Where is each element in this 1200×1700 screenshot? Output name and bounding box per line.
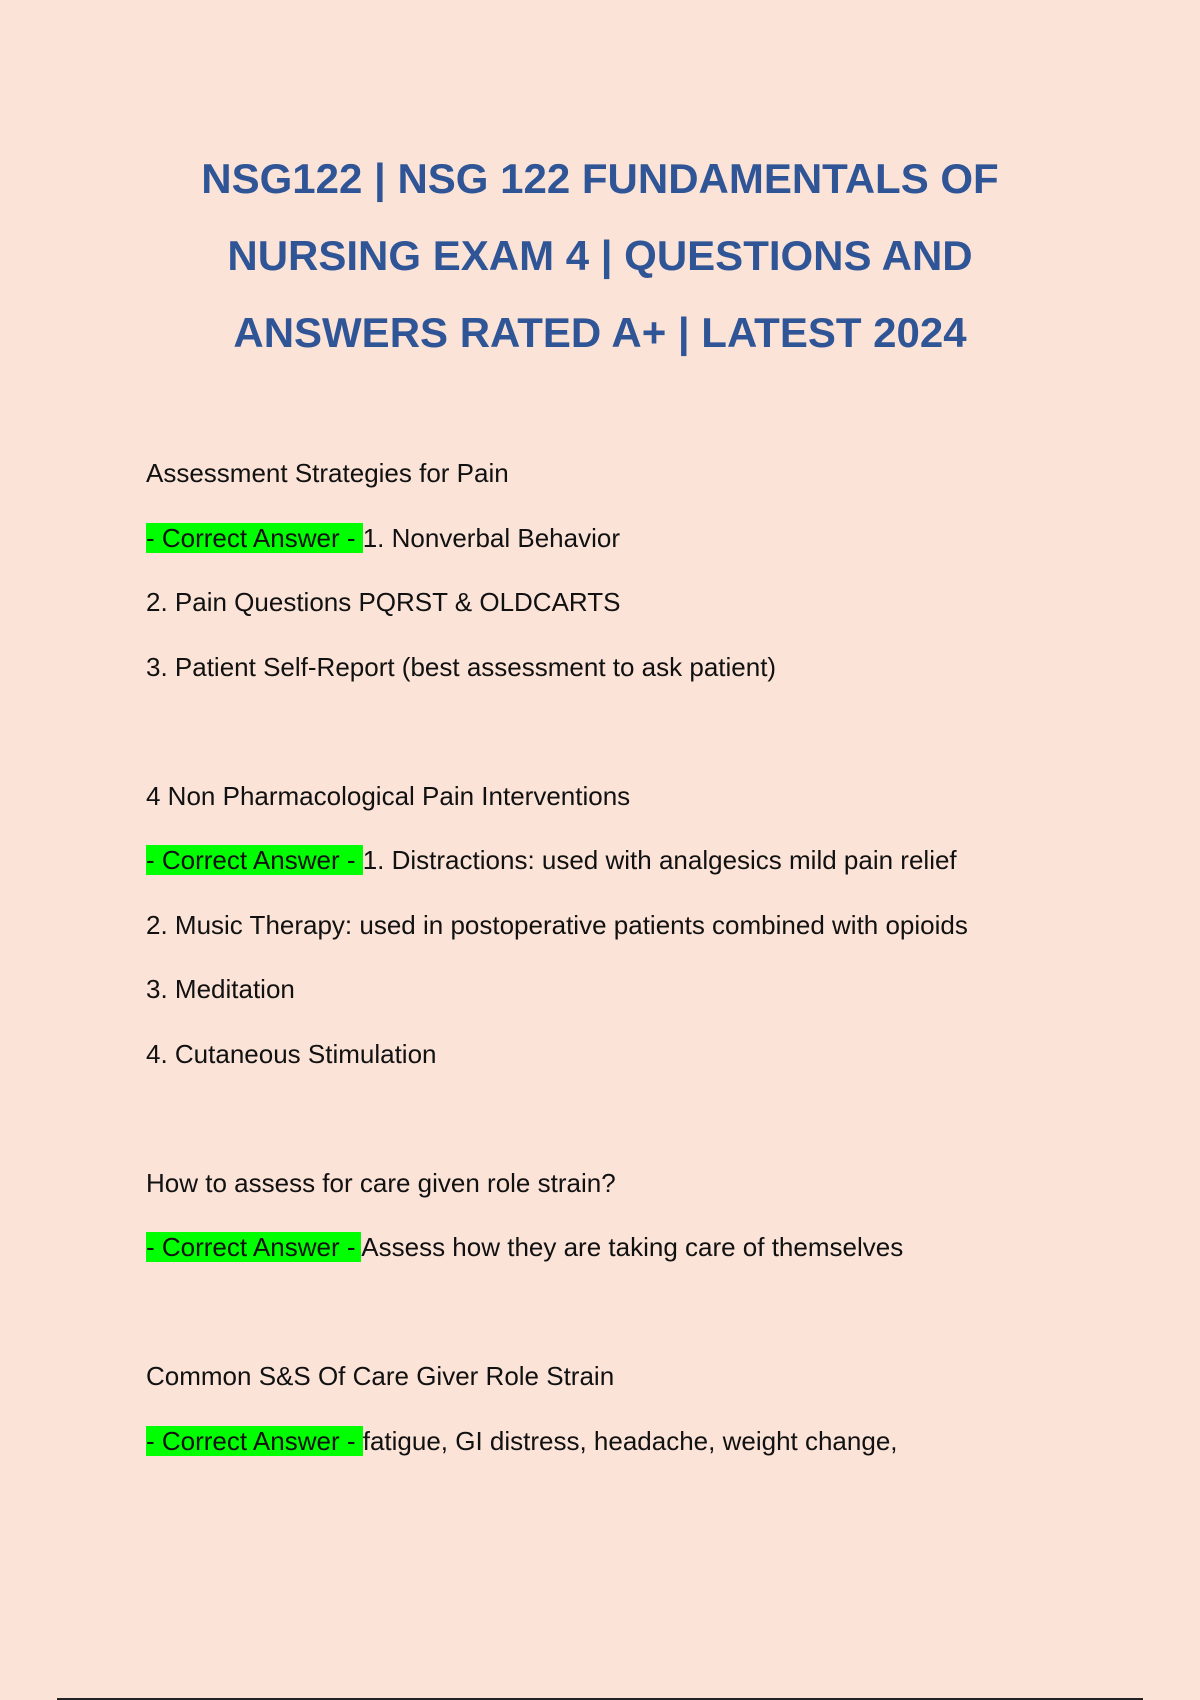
answer-text: 3. Patient Self-Report (best assessment to ask patient): [146, 651, 777, 682]
answer-text: 4. Cutaneous Stimulation: [146, 1038, 437, 1069]
answer-line: [146, 520, 1146, 585]
answer-text: 2. Music Therapy: used in postoperative patients combined with opioids: [146, 909, 968, 940]
question-text: 4 Non Pharmacological Pain Interventions: [146, 780, 631, 811]
title-line: ANSWERS RATED A+ | LATEST 2024: [233, 309, 967, 356]
page-title: [0, 140, 1200, 371]
question-text: How to assess for care given role strain?: [146, 1167, 616, 1198]
spacer: [146, 1100, 1146, 1165]
question-text: Assessment Strategies for Pain: [146, 458, 509, 488]
correct-answer-marker: - Correct Answer -: [146, 845, 363, 875]
correct-answer-marker: - Correct Answer -: [146, 522, 363, 553]
question-text: Common S&S Of Care Giver Role Strain: [146, 1361, 615, 1391]
spacer: [146, 713, 1146, 778]
answer-text: 2. Pain Questions PQRST & OLDCARTS: [146, 587, 621, 617]
spacer: [146, 1294, 1146, 1359]
answer-text: 3. Meditation: [146, 974, 295, 1004]
correct-answer-marker: - Correct Answer -: [146, 1232, 362, 1262]
answer-text: Assess how they are taking care of themselves: [361, 1232, 904, 1262]
answer-line: [146, 842, 1146, 907]
title-line: NURSING EXAM 4 | QUESTIONS AND: [227, 232, 973, 279]
correct-answer-marker: - Correct Answer -: [146, 1425, 363, 1456]
qa-list: [146, 455, 1146, 1487]
answer-line: [146, 1229, 1146, 1294]
answer-line: [146, 1423, 1146, 1488]
answer-text: 1. Distractions: used with analgesics mild pain relief: [362, 845, 957, 875]
answer-text: fatigue, GI distress, headache, weight change,: [362, 1425, 898, 1456]
answer-text: 1. Nonverbal Behavior: [362, 522, 620, 553]
title-line: NSG122 | NSG 122 FUNDAMENTALS OF: [201, 155, 999, 202]
